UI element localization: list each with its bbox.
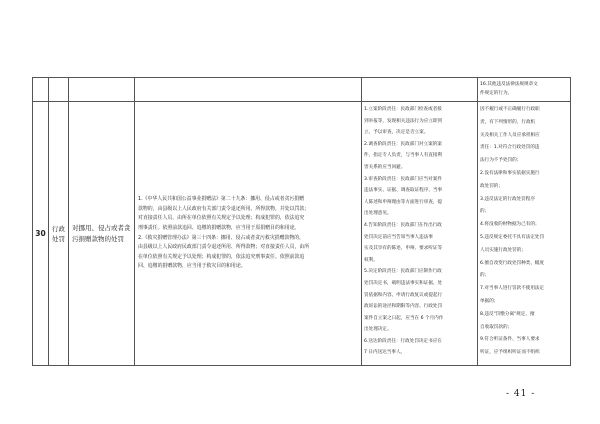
- legal-basis-line: 1.《中华人民共和国公益事业捐赠法》第二十九条：挪用、侵占或者贪污捐赠: [138, 196, 305, 203]
- accountability-line: 人员实施行政处罚的；: [480, 247, 526, 253]
- responsibility-line: 害关系的应当回避。: [364, 164, 406, 170]
- legal-basis-line: 回、追缴的捐赠款物，应当用于救灾目的和用途。: [138, 263, 246, 270]
- responsibility-line: 7 日内送达当事人。: [364, 350, 406, 356]
- accountability-line: 3.违反法定的行政处罚程序: [480, 196, 535, 202]
- responsibility-items: [362, 102, 478, 366]
- text-line: 件规定的行为。: [480, 90, 513, 96]
- accountability-items: [478, 102, 571, 366]
- power-list-table: [32, 77, 571, 366]
- item-number: 30: [33, 102, 49, 366]
- empty-cell: [33, 78, 49, 102]
- accountability-line: 7.对当事人进行罚款不使用法定: [480, 286, 545, 292]
- accountability-line: 政处罚的；: [480, 183, 503, 189]
- power-type-line: 行政: [52, 224, 65, 233]
- accountability-line: 责任：1.对符合行政处罚的违: [480, 145, 540, 151]
- empty-cell: [362, 78, 478, 102]
- power-type-line: 处罚: [52, 234, 65, 243]
- accountability-line: 因不履行或不正确履行行政职: [480, 107, 540, 112]
- responsibility-line: 件，指定专人负责，与当事人有直接利: [364, 153, 443, 159]
- responsibility-line: 权利。: [364, 257, 378, 263]
- accountability-line: 的；: [480, 209, 490, 215]
- empty-cell: [69, 78, 135, 102]
- accountability-line: 关及相关工作人员应承担相应: [480, 132, 540, 138]
- responsibility-line: 出处理决定。: [364, 327, 392, 333]
- page-number: - 41 -: [506, 389, 536, 399]
- responsibility-line: 1.立案阶段责任：民政部门检查或者接: [364, 107, 442, 112]
- responsibility-line: 政诉讼的途径和期限等内容。行政处罚: [364, 304, 443, 310]
- empty-cell: [49, 78, 69, 102]
- responsibility-line: 违法事实、证据、调查取证程序、当事: [364, 188, 443, 194]
- responsibility-line: 4.告知阶段责任：民政部门在作出行政: [364, 222, 442, 228]
- accountability-line: 9.符合听证条件、当事人要求: [480, 337, 540, 343]
- responsibility-line: 5.决定阶段责任：民政部门应制作行政: [364, 269, 442, 275]
- responsibility-line: 处罚决定书，载明违法事实和证据、处: [364, 280, 443, 286]
- power-name-line: 对挪用、侵占或者贪: [72, 223, 131, 232]
- accountability-line: 法行为不予处罚的；: [480, 158, 522, 164]
- accountability-cell-continued: [478, 78, 571, 102]
- power-name-line: 污捐赠款物的处罚: [72, 234, 124, 243]
- table-row-30: [33, 102, 571, 366]
- responsibility-line: 6.送达阶段责任：行政处罚决定书应在: [364, 338, 442, 344]
- accountability-line: 听证，应予组织听证而不组织: [480, 350, 540, 356]
- legal-basis-line: 刑事责任。依照前款追回、追缴的捐赠款物，应当用于原捐赠目的和用途。: [138, 224, 300, 231]
- text-line: 16.其他违反法律法规规章文: [480, 82, 538, 87]
- responsibility-line: 出处理意见。: [364, 211, 392, 217]
- empty-cell: [135, 78, 362, 102]
- accountability-line: 责，有下列情形的，行政机: [480, 119, 536, 125]
- accountability-line: 5.违反规定委托不具有法定处罚: [480, 234, 545, 240]
- legal-basis-line: 在单位依照有关规定予以处理；构成犯罪的，依法追究刑事责任。依照前款追: [138, 253, 305, 260]
- accountability-line: 4.将没收的财物据为己有的；: [480, 222, 540, 228]
- responsibility-line: 2.调查阶段责任：民政部门对立案的案: [364, 141, 442, 147]
- accountability-line: 自收取罚款的；: [480, 324, 513, 330]
- responsibility-line: 人陈述和申辩理由等方面进行审查，提: [364, 199, 443, 205]
- responsibility-line: 罚依据和内容、申请行政复议或提起行: [364, 292, 443, 298]
- accountability-line: 2.没有法律和事实依据实施行: [480, 170, 540, 176]
- responsibility-line: 到举报等，发现相关违法行为应立即到: [364, 118, 443, 124]
- responsibility-line: 案件自立案之日起，应当在 6 个月内作: [364, 315, 444, 321]
- legal-basis: [135, 102, 362, 366]
- accountability-line: 单据的；: [480, 298, 499, 304]
- legal-basis-line: 对直接责任人员，由所在单位依照有关规定予以处理；构成犯罪的，依法追究: [138, 215, 305, 222]
- accountability-line: 6.擅自改变行政处罚种类、幅度: [480, 260, 545, 266]
- responsibility-line: 立，予以审查，决定是否立案。: [364, 130, 429, 136]
- legal-basis-line: 2.《救灾捐赠管理办法》第三十四条：挪用、侵占或者贪污救灾捐赠款物的，: [138, 234, 305, 241]
- power-type: [49, 102, 69, 366]
- legal-basis-line: 由县级以上人民政府民政部门责令退还所用、所得款物；对直接责任人员，由所: [138, 244, 310, 251]
- responsibility-line: 实及其享有的陈述、申辩、要求听证等: [364, 246, 443, 252]
- accountability-line: 的；: [480, 273, 490, 279]
- responsibility-line: 3.审查阶段责任：民政部门应当对案件: [364, 176, 442, 182]
- responsibility-line: 处罚决定前应当告知当事人违法事: [364, 234, 433, 240]
- accountability-line: 8.违反"罚缴分离"规定，擅: [480, 311, 535, 317]
- table-row-top: [33, 78, 571, 102]
- legal-basis-line: 款物的，由县级以上人民政府有关部门责令退还所用、所得款物，并处以罚款；: [138, 205, 310, 212]
- power-item-name: [69, 102, 135, 366]
